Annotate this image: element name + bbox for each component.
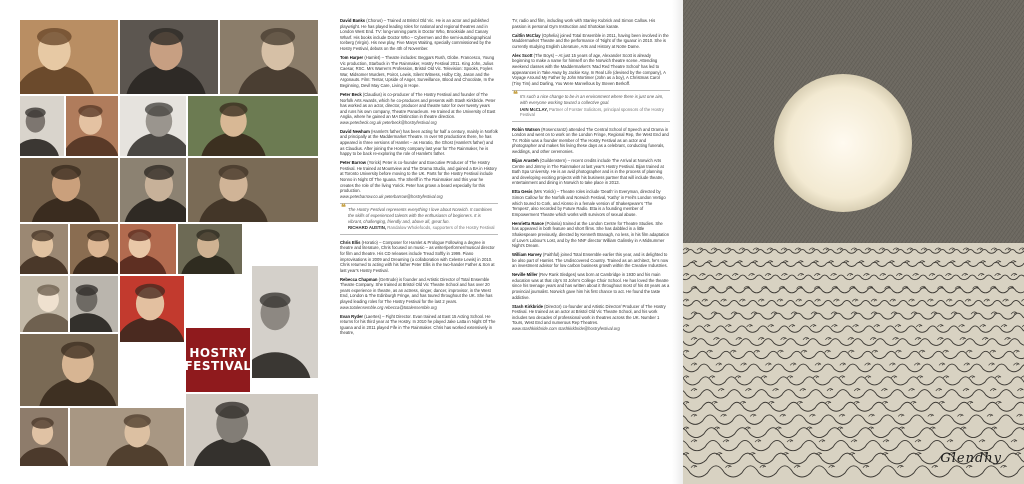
bio-column-left xyxy=(340,18,498,470)
bio-text: (Mrs Yorick) – Theatre roles include 'Death' in Everyman, directed by Simon Callow for the Norfolk and Norwich Festival, 'Kathy' in Freil's London Vertigo which toured to Cork, and Alonso in a female version of Shakespeare's 'The Tempest', also recorded by Future Radio. Etta is a founding member of Empowerment Theatre which works with survivors of sexual abuse. xyxy=(512,189,666,217)
bio-text: (Horatio) – Composer for Hamlet & Prologue Following a degree in theatre and literature, Chris focused on music – as writer/performer/musical director for film and theatre. His CD releases include Tread Softly in 1999. Piano improvisations in 2009 and Dreaming (a collaboration with Celeste Lewis) in 2010. Chris returned to acting with his father Peter Ellis in the two-hander Father & Son at last year's Hostry Festival. xyxy=(340,239,495,273)
quote-mark-icon: ❝ xyxy=(341,202,346,213)
bio-name: Rebecca Chapman xyxy=(340,276,378,282)
blonde-woman-photo xyxy=(20,276,68,332)
bio-entry xyxy=(512,272,670,300)
bio-text: (Laertes) – Fight Director. Evan trained at East 15 Acting School. He returns for his third year at The Hostry. In 2010 he played Jake Latta in Night Of The Iguana and in 2011 played Fife in The Rainmaker. Chris has worked extensively in theatre, xyxy=(340,313,496,336)
bio-entry xyxy=(512,18,670,29)
bio-text: (Guildenstern) – recent credits include The Arrival at Norwich Arts Centre and Jimmy in The Rainmaker at last year's Hostry Festival. Bijan trained at Bath Spa University. He is an avid photographer and is in the process of planning and developing exciting projects with his business partner that will include theatre, entertainment and dining in Norwich to take place in 2013. xyxy=(512,158,664,186)
older-woman-photo xyxy=(188,96,318,156)
quote-mark-icon: ❝ xyxy=(513,89,518,100)
bio-text: (Yorick) Peter is co-founder and Executive Producer of The Hostry Festival. He trained at Mountview and The Drama Studio, and gained a BA in History at Toronto University before moving to the UK. Parts for the Hostry Festival include Nonno in Night Of The Iguana. The Sheriff in The Rainmaker and this year he creates the role of the living Yorick. Peter has grown a beard especially for this production. xyxy=(340,160,497,194)
bio-entry xyxy=(512,158,670,186)
curly-woman-photo xyxy=(70,224,118,274)
bio-entry xyxy=(340,277,498,311)
pull-quote: ❝ It's such a nice change to be in an environment where there is just one aim, with everyone working toward a collective goal. IAIN McCLAY, Partner of Forster Solicitors, principal sponsors of the Hostry Festival xyxy=(512,90,670,121)
bio-name: Henrietta Rance xyxy=(512,220,544,226)
cast-pair-photo xyxy=(178,224,242,274)
bio-name: Alex Scott xyxy=(512,52,533,58)
bio-entry xyxy=(340,314,498,336)
young-woman-photo xyxy=(20,408,68,466)
bio-text: TV, radio and film, including work with Stanley Kubrick and Simon Callow. His passion is personal Gym Instruction and Shotokan karate. xyxy=(512,18,656,29)
older-man-bw-photo xyxy=(70,276,118,332)
bio-name: Robin Watson xyxy=(512,126,540,132)
bio-name: Chris Ellis xyxy=(340,239,361,245)
moon xyxy=(774,74,912,212)
bio-text: (Gertrude) is founder and Artistic Director of Total Ensemble Theatre Company. She trained at Bristol Old Vic Theatre School and has over 20 years experience in theatre, as an actress, singer, dancer, improvisor, in the West End, London & The Edinburgh Fringe, and has toured throughout the UK. She has played leading roles for The Hostry Festival for the last 2 years. xyxy=(340,276,493,305)
bio-name: Etta Gesis xyxy=(512,189,533,195)
shouting-actor-photo xyxy=(20,158,118,222)
bio-text: (The Boys) – At just 15 years of age, Alexander Scott is already beginning to make a name for himself on the Norwich theatre scene. Attending weekend classes with the Maddermarket's 'Mad Red Theatre School' has led to appearances in Take Away by Jackie Kay, In Real Life (devised by the company), A Voyage Around My Father by John Mortimer (John as a boy), A Christmas Carol (Tiny Tim) and Darling, You Were Marvellous by Steven Berkoff. xyxy=(512,52,666,86)
actress-laughing-photo xyxy=(20,20,118,94)
bio-text: (Faithful) joined Total Ensemble earlier this year, and is delighted to be also part of Hamlet. The Undiscovered Country. Trained as an architect, he's now an investment advisor for low carbon business growth within the Creative Industries. xyxy=(512,252,669,269)
bio-text: (Polania) trained at the London Centre for Theatre Studies. She has appeared in both feature and short films. She has dabbled in a little Shakespeare previously, directed by Kenneth Branagh, no less, in his film adaptation of Love's Labour's Lost, and by the NNF director William Galinsky in A Midsummer Night's Dream. xyxy=(512,220,670,249)
bio-text: (Director) co-founder and Artistic Director/ Producer of The Hostry Festival. He trained as an actor at Bristol Old Vic Theatre School, and his work includes two decades of professional work in theatres across the UK. Number 1 Tours, West End and numerous Rep Theatres. xyxy=(512,303,666,326)
bio-text: (Ophelia) joined Total Ensemble in 2011, having been involved in the Maddermarket Theatre and the performance of 'Night of the Iguana' in 2010. She is currently studying English Literature, Arts and History at Notre Dame. xyxy=(512,32,669,49)
bio-entry xyxy=(512,189,670,217)
bio-text: (Claudius) is co-producer of The Hostry Festival and founder of The Norfolk Arts Awards, which he co-produces and presents with Stash Kirkbride. Peter has worked as an actor, director, producer and theatre tutor for over twenty years and runs his own company, Theatre Panacleum. He trained at the University of East Anglia, where he gained an MA Distinction in theatre direction. xyxy=(340,91,496,120)
bio-entry xyxy=(340,129,498,157)
grey-man-wide-photo xyxy=(252,266,318,378)
artist-signature: Glendhy xyxy=(940,451,1002,466)
bio-name: Tom Harper xyxy=(340,54,364,60)
dark-haired-woman-photo xyxy=(20,224,68,274)
bio-entry xyxy=(512,221,670,249)
bio-text: (Rev Rank Sledges) was born at Cambridge in 1930 and his main education was at that city's St John's College Choir School. He has loved the theatre since his teenage years and has written about it throughout most of his 48 years as a provincial journalist. Norwich gave him his first chance to act. He found the taste addictive. xyxy=(512,272,670,300)
bio-entry xyxy=(512,127,670,155)
bald-man-glaring-photo xyxy=(120,20,218,94)
bio-entry xyxy=(340,92,498,126)
bio-entry xyxy=(340,55,498,89)
bio-name: Neville Miller xyxy=(512,272,538,278)
hostry-festival-logo: HOSTRY FESTIVAL xyxy=(186,328,250,392)
bio-entry xyxy=(512,304,670,332)
seated-man-photo xyxy=(70,408,184,466)
young-man-bw-photo xyxy=(120,96,186,156)
bio-name: David Newham xyxy=(340,128,370,134)
bio-website-link[interactable]: www.peterbeck.org.uk peterbeck@hostryfestival.org xyxy=(340,119,437,125)
bio-text: (Chorus) – Trained at Bristol Old Vic. He is an actor and published playwright. He has played leading roles for national and regional theatres and in London West End. TV: long-running parts in Doctor Who, Brookside and Canary Wharf. His books include Doctor Who – Cybermen and the semi-autobiographical Iceberg (Virgin). His new play, Five Marys Waiting, specially commissioned by the Hostry Festival, debuts on the 4th of November. xyxy=(340,18,491,51)
glasses-man-photo xyxy=(20,96,64,156)
bio-name: William Harvey xyxy=(512,252,542,258)
swordfight-photo xyxy=(120,158,186,222)
bio-entry xyxy=(340,18,498,52)
bio-website-link[interactable]: www.stashkirkbride.com stashkirkbride@hostryfestival.org xyxy=(512,326,620,332)
hugging-actors-photo xyxy=(20,334,118,406)
bio-website-link[interactable]: www.totalensemble.org rebecca@totalensemble.org xyxy=(340,304,437,310)
bio-entry xyxy=(340,240,498,274)
photo-collage xyxy=(20,20,318,466)
bio-name: Evan Ryder xyxy=(340,313,364,319)
bio-name: Peter Barrow xyxy=(340,160,367,166)
bio-entry xyxy=(340,160,498,199)
bio-entry xyxy=(512,53,670,87)
bio-column-right xyxy=(512,18,670,470)
woman-smiling-photo xyxy=(66,96,118,156)
bio-entry xyxy=(512,33,670,50)
bearded-elder-photo xyxy=(220,20,318,94)
bio-name: David Banks xyxy=(340,18,366,23)
bearded-grey-photo xyxy=(186,394,318,466)
moon-sea-illustration xyxy=(683,0,1024,484)
cast-biographies xyxy=(340,18,670,472)
moon-sea-drawing xyxy=(683,0,1024,484)
bio-name: Bijan Arasteh xyxy=(512,158,539,164)
red-top-woman-photo xyxy=(120,224,176,274)
bio-text: (Hamlet's father) has been acting for half a century, mainly in Norfolk and principally at the Maddermarket Theatre. In over 90 productions there, he has appeared in three versions of Hamlet – as Horatio, the Ghost (Hamlet's father) and as Claudius. After joining the Hostry company last year for The Rainmaker, he is happy to be back re-exploring the role of Hamlet's father. xyxy=(340,128,498,157)
bio-name: Stash Kirkbride xyxy=(512,303,543,309)
bio-entry xyxy=(512,252,670,269)
man-red-cap-photo xyxy=(120,276,184,342)
bio-text: (Hamlet) – Theatre includes: Beggars Rush, Globe. Francesco, Young Vic production, Starbuck in The Rainmaker, Hostry Festival 2011. King John, Julius Caesar, RSC. Mrs Warren's Profession, Bristol Old Vic. Television: Spooks, Foyles War, Midsomer Murders, Poirot, Lewis, Silent Witness, Holby City, Jason and the Argonauts. Film: Tentar, Upside of Anger, Surveillance, Blood and Chocolate, In the Beginning, Devil May Care, Living in Hope. xyxy=(340,54,495,88)
man-in-tshirt-photo xyxy=(188,158,318,222)
pull-quote: ❝ The Hostry Festival represents everything I love about Norwich. It combines the skills of experienced talents with the enthusiasm of beginners. It is vibrant, challenging, friendly and, above all, great fun. RICHARD AUSTIN, Randalow Wholefoods, supporters of the Hostry Festival xyxy=(340,203,498,234)
bio-website-link[interactable]: www.peterbarrow.co.uk peterbarrow@hostryfestival.org xyxy=(340,193,443,199)
bio-name: Caitlin McClay xyxy=(512,32,541,38)
bio-name: Peter Beck xyxy=(340,91,362,97)
bio-text: (Rosencrantz) attended The Central School of Speech and Drama in London and went on to work on the London Fringe, Regional Rep, the West End and TV. Robin was a founder member of The Hostry Festival as an actor and photographer and makes his living these days as a celebrant, conducting funerals, weddings, and other ceremonies. xyxy=(512,126,669,155)
